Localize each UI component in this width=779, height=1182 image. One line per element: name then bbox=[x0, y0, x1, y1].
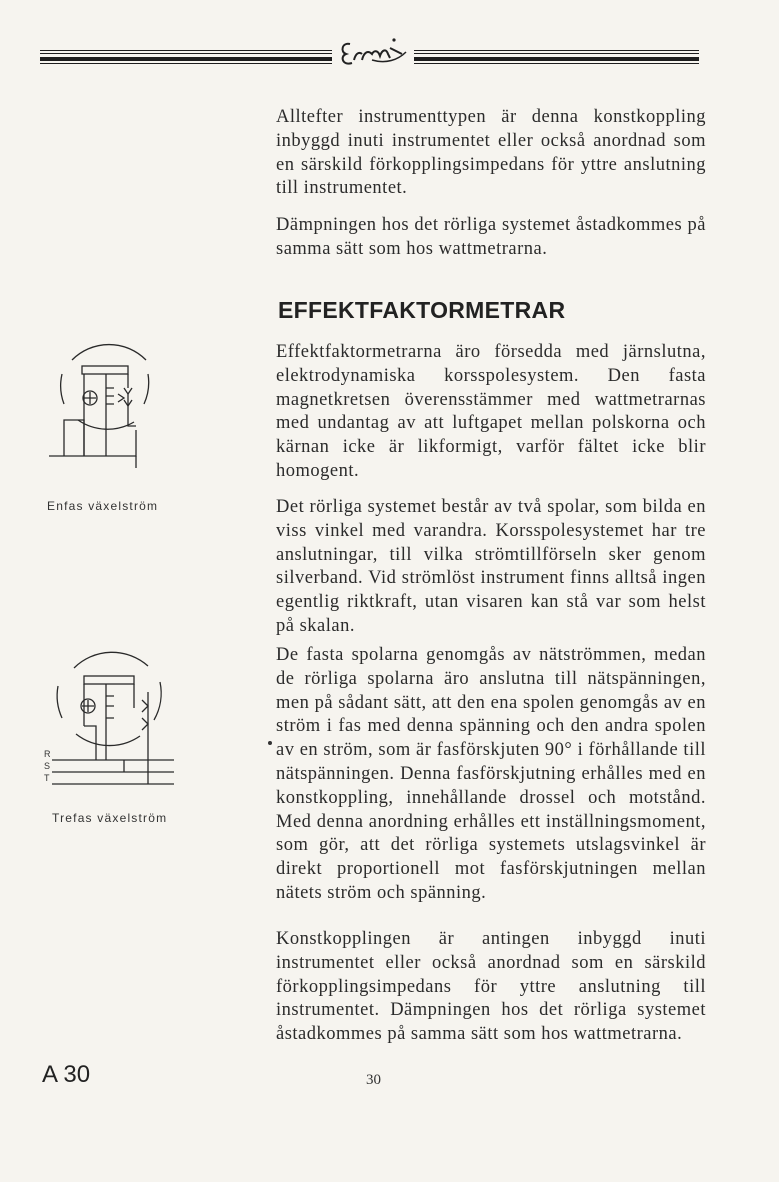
paragraph-coupling bbox=[276, 928, 706, 1047]
paragraph-text: Det rörliga systemet består av två spolar, som bilda en viss vinkel med varandra. Korsspolesystemet har tre anslutningar, till vilka strömtillförseln sker genom silverband. Vid strömlöst instrument finns alltså ingen egentlig riktkraft, utan visaren kan stå var som helst på skalan. bbox=[276, 497, 706, 636]
margin-mark bbox=[268, 741, 272, 745]
phase-label-r: R bbox=[44, 749, 51, 759]
page-number: 30 bbox=[366, 1072, 381, 1088]
single-phase-diagram bbox=[44, 338, 174, 468]
paragraph-text: Effektfaktormetrarna äro försedda med järnslutna, elektrodynamiska korsspolesystem. Den fasta magnetkretsen överensstämmer med wattmetrarnas med undantag av att luftgapet mellan polskorna och kärnan icke är likformigt, varför fältet icke blir homogent. bbox=[276, 342, 706, 481]
paragraph-text: Alltefter instrumenttypen är denna konstkoppling inbyggd inuti instrumentet eller också anordnad som en särskild förkopplingsimpedans för yttre anslutning till instrumentet. bbox=[276, 107, 706, 199]
paragraph-text: Konstkopplingen är antingen inbyggd inuti instrumentet eller också anordnad som en särskild förkopplingsimpedans för yttre anslutning till instrumentet. Dämpningen hos det rörliga systemet åstadkommes på samma sätt som hos wattmetrarna. bbox=[276, 929, 706, 1045]
figure-caption-single-phase: Enfas växelström bbox=[47, 499, 159, 513]
header-rule-left bbox=[40, 50, 332, 64]
paragraph-effektfaktor bbox=[276, 341, 706, 484]
page-label: A 30 bbox=[42, 1061, 91, 1088]
header-rule-right bbox=[414, 50, 699, 64]
three-phase-diagram bbox=[44, 648, 179, 798]
phase-label-t: T bbox=[44, 773, 50, 783]
paragraph-intro bbox=[276, 106, 706, 201]
section-heading: EFFEKTFAKTORMETRAR bbox=[278, 297, 566, 323]
paragraph-moving-system bbox=[276, 496, 706, 639]
ermi-logo bbox=[336, 30, 412, 70]
paragraph-fixed-coils bbox=[276, 644, 706, 906]
paragraph-text: De fasta spolarna genomgås av nätströmmen, medan de rörliga spolarna äro anslutna till nätspänningen, men på sådant sätt, att den ena spolen genomgås av en ström i fas med denna spänning och den andra spolen av en ström, som är fasförskjuten 90° i förhållande till nätspänningen. Denna fasförskjutning erhålles med en konstkoppling, innehållande drossel och motstånd. Med denna anordning erhålles ett inställningsmoment, som gör, att det rörliga systemets utslagsvinkel är direkt proportionell mot fasförskjutningen mellan nätets ström och spänning. bbox=[276, 645, 706, 903]
figure-caption-three-phase: Trefas växelström bbox=[52, 811, 168, 825]
paragraph-text: Dämpningen hos det rörliga systemet åstadkommes på samma sätt som hos wattmetrarna. bbox=[276, 215, 706, 259]
paragraph-damping bbox=[276, 214, 706, 262]
phase-label-s: S bbox=[44, 761, 51, 771]
